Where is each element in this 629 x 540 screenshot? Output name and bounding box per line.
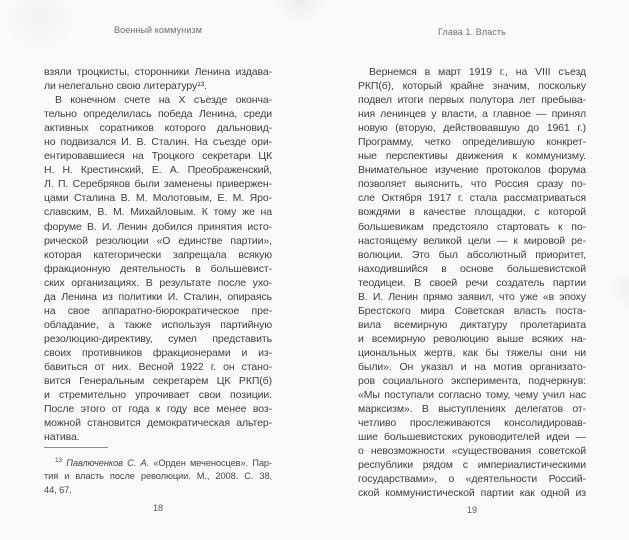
footnote-divider — [44, 447, 108, 448]
text-line: резолюцию-директиву, сумел представить — [44, 332, 272, 345]
text-line: Н. Н. Крестинский, Е. А. Преображенский, — [44, 164, 272, 177]
text-line: Брестского мира Советская власть поста- — [358, 304, 586, 317]
text-line: взяли троцкисты, сторонники Ленина издава- — [44, 66, 272, 78]
footnote — [44, 454, 272, 497]
footnote-line: 44, 67. — [44, 484, 72, 495]
text-line: но подвизался И. В. Сталин. На съезде ори- — [44, 136, 272, 149]
text-line: марксизм». В выступлениях делегатов от- — [358, 403, 586, 416]
text-line: ров социального эксперимента, подчеркнув: — [358, 375, 586, 388]
body-text-right — [358, 65, 586, 500]
footnote-line: тия и власть после революции. М., 2008. С. 38, — [44, 471, 272, 482]
text-line: В конечном счете на X съезде оконча- — [55, 94, 272, 107]
page-number-right: 19 — [466, 505, 477, 515]
footnote-marker: 13 — [55, 457, 63, 464]
text-line: обладание, а также используя партийную — [44, 318, 272, 331]
text-line: вила всемирную диктатуру пролетариата — [358, 318, 586, 331]
text-line: циональных жертв, как бы тяжелы они ни — [358, 346, 586, 359]
text-line: государствами», о «деятельности Россий- — [358, 473, 586, 486]
text-line: теодицеи. В своей речи создатель партии — [358, 276, 586, 289]
footnote-text: «Орден меченосцев». Пар- — [149, 458, 272, 469]
running-head-left: Военный коммунизм — [114, 25, 202, 35]
text-line: ли нелегально свою литературу¹³. — [44, 80, 207, 93]
text-line: Вернемся в март 1919 г., на VIII съезд — [369, 66, 586, 78]
text-line: новую (вторую, действовавшую до 1961 г.) — [358, 122, 586, 135]
text-line: своих противников фракционерами и из- — [44, 346, 272, 359]
text-line: и стремительно упрочивает свои позиции. — [44, 389, 272, 402]
text-line: настоящему великой цели — к мировой ре- — [358, 234, 586, 247]
footnote-line — [44, 454, 272, 470]
page-number-left: 18 — [152, 503, 163, 513]
text-line: Программу, четко определившую конкрет- — [358, 136, 586, 149]
running-head-right: Глава 1. Власть — [438, 27, 506, 37]
text-line: славским, В. М. Михайловым. К тому же на — [44, 206, 272, 219]
book-page-left — [44, 0, 272, 540]
text-line: можной становится демократическая альтер- — [44, 417, 272, 430]
text-line: позволяет выяснить, что Россия сразу по- — [358, 178, 586, 191]
text-line: вождями в качестве площадки, с которой — [358, 206, 586, 219]
text-line: большевикам предстояло стартовать к по- — [358, 220, 586, 233]
text-line: ских организациях. В результате после ухо- — [44, 276, 272, 289]
text-line: «Мы поступали согласно тому, чему учил нас — [358, 389, 586, 402]
body-text-left — [44, 65, 272, 444]
text-line: цами Сталина В. М. Молотовым, Е. М. Яро- — [44, 192, 272, 205]
text-line: находившийся в основе большевистской — [358, 262, 586, 275]
text-line: тельно определилась победа Ленина, среди — [44, 108, 272, 121]
text-line: на свое аппаратно-бюрократическое пре- — [44, 304, 272, 317]
text-line: и всемирную революцию выше всяких на- — [358, 332, 586, 345]
text-line: волюции. Это был абсолютный приоритет, — [358, 248, 586, 261]
book-page-right — [358, 0, 586, 540]
text-line: Внимательное изучение протоколов форума — [358, 164, 586, 177]
text-line: бавиться от них. Весной 1922 г. он стано- — [44, 360, 272, 373]
text-line: В. И. Ленин прямо заявил, что уже «в эпоху — [358, 290, 586, 303]
text-line: республики рядом с империалистическими — [358, 459, 586, 472]
text-line: рической резолюции «О единстве партии», — [44, 234, 272, 247]
text-line: натива. — [44, 431, 80, 444]
text-line: вится Генеральным секретарем ЦК РКП(б) — [44, 375, 272, 388]
text-line: фракционную деятельность в большевист- — [44, 262, 272, 275]
text-line: активных соратников которого дальновид- — [44, 122, 272, 135]
text-line: ентировавшиеся на Троцкого секретари ЦК — [44, 150, 272, 163]
text-line: После этого от года к году все менее воз- — [44, 403, 272, 416]
text-line: форуме В. И. Ленин добился принятия исто- — [44, 220, 272, 233]
text-line: подвел итоги первых полутора лет пребыва- — [358, 94, 586, 107]
text-line: ные перспективы движения к коммунизму. — [358, 150, 586, 163]
footnote-author: Павлюченков С. А. — [66, 458, 150, 469]
text-line: шие большевистских руководителей идеи — — [358, 431, 586, 444]
text-line: ния ленинцев у власти, а главное — принял — [358, 108, 586, 121]
text-line: РКП(б), который крайне значим, поскольку — [358, 80, 586, 93]
text-line: о невозможности «существования советской — [358, 445, 586, 458]
text-line: четливо прослеживаются консолидировав- — [358, 417, 586, 430]
text-line: сле Октября 1917 г. стала рассматриваться — [358, 192, 586, 205]
text-line: да Ленина из политики И. Сталин, опираясь — [44, 290, 272, 303]
text-line: Л. П. Серебряков были заменены привержен- — [44, 178, 272, 191]
text-line: которая категорически запрещала всякую — [44, 248, 272, 261]
text-line: были». Он указал и на мотив организато- — [358, 360, 586, 373]
text-line: ской коммунистической партии как одной из — [358, 487, 586, 500]
